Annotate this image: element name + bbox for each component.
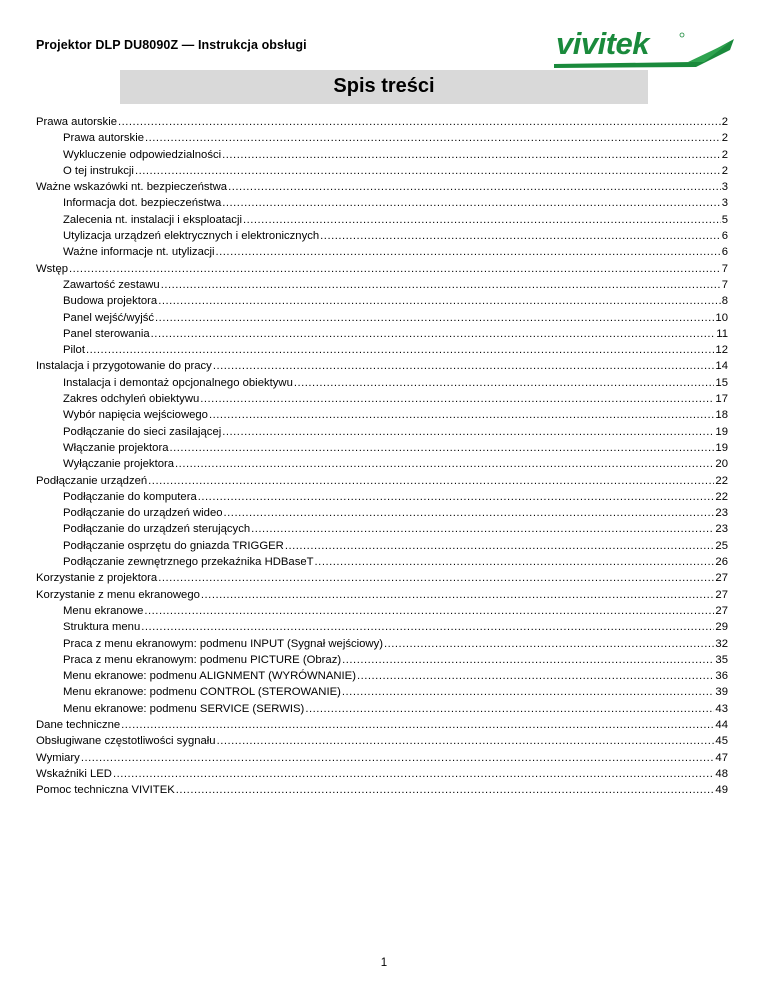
toc-entry-page: 23 xyxy=(715,523,728,536)
toc-dot-leader xyxy=(315,554,715,570)
toc-section-link[interactable] xyxy=(36,326,728,342)
toc-entry-title: O tej instrukcji xyxy=(63,164,134,177)
toc-entry-title: Obsługiwane częstotliwości sygnału xyxy=(36,735,216,748)
toc-entry-title: Wybór napięcia wejściowego xyxy=(63,409,208,422)
toc-entry-page: 11 xyxy=(716,327,728,340)
toc-dot-leader xyxy=(216,244,721,260)
toc-entry-page: 6 xyxy=(721,246,728,259)
toc-entry-title: Podłączanie zewnętrznego przekaźnika HDBaseT xyxy=(63,556,314,569)
toc-dot-leader xyxy=(228,179,721,195)
toc-dot-leader xyxy=(176,782,715,798)
toc-dot-leader xyxy=(113,766,714,782)
toc-entry-title: Dane techniczne xyxy=(36,718,121,731)
toc-entry-page: 22 xyxy=(715,474,728,487)
toc-entry-title: Wskaźniki LED xyxy=(36,767,112,780)
toc-entry-page: 23 xyxy=(715,507,728,520)
toc-entry-page: 49 xyxy=(715,784,728,797)
toc-entry-title: Utylizacja urządzeń elektrycznych i elektronicznych xyxy=(63,230,320,243)
toc-entry-title: Budowa projektora xyxy=(63,295,158,308)
toc-section-link[interactable] xyxy=(36,636,728,652)
toc-section-link[interactable] xyxy=(36,456,728,472)
toc-entry-title: Menu ekranowe: podmenu CONTROL (STEROWANIE) xyxy=(63,686,341,699)
toc-section-link[interactable] xyxy=(36,603,728,619)
toc-chapter-link[interactable] xyxy=(36,261,728,277)
toc-entry-page: 10 xyxy=(715,311,728,324)
toc-entry-title: Wymiary xyxy=(36,751,80,764)
toc-section-link[interactable] xyxy=(36,212,728,228)
toc-entry-title: Korzystanie z projektora xyxy=(36,572,158,585)
page-title: Spis treści xyxy=(333,75,435,97)
toc-entry-title: Menu ekranowe: podmenu ALIGNMENT (WYRÓWNANIE) xyxy=(63,670,356,683)
toc-entry-title: Podłączanie do komputera xyxy=(63,490,197,503)
toc-entry-title: Korzystanie z menu ekranowego xyxy=(36,588,200,601)
toc-entry-title: Menu ekranowe: podmenu SERVICE (SERWIS) xyxy=(63,702,305,715)
toc-chapter-link[interactable] xyxy=(36,179,728,195)
toc-chapter-link[interactable] xyxy=(36,473,728,489)
toc-section-link[interactable] xyxy=(36,505,728,521)
toc-entry-title: Wykluczenie odpowiedzialności xyxy=(63,148,222,161)
toc-entry-title: Praca z menu ekranowym: podmenu PICTURE (Obraz) xyxy=(63,653,342,666)
toc-entry-title: Zalecenia nt. instalacji i eksploatacji xyxy=(63,213,242,226)
toc-entry-page: 29 xyxy=(715,621,728,634)
toc-entry-page: 27 xyxy=(715,572,728,585)
toc-entry-title: Podłączanie urządzeń xyxy=(36,474,148,487)
toc-dot-leader xyxy=(141,619,714,635)
toc-dot-leader xyxy=(305,701,714,717)
toc-dot-leader xyxy=(158,570,714,586)
toc-entry-title: Instalacja i przygotowanie do pracy xyxy=(36,360,212,373)
toc-entry-page: 27 xyxy=(715,588,728,601)
toc-chapter-link[interactable] xyxy=(36,717,728,733)
toc-entry-title: Ważne informacje nt. utylizacji xyxy=(63,246,215,259)
toc-section-link[interactable] xyxy=(36,310,728,326)
toc-entry-title: Prawa autorskie xyxy=(63,132,144,145)
toc-entry-page: 6 xyxy=(721,230,728,243)
toc-section-link[interactable] xyxy=(36,521,728,537)
toc-dot-leader xyxy=(294,375,715,391)
toc-entry-page: 18 xyxy=(715,409,728,422)
toc-section-link[interactable] xyxy=(36,147,728,163)
toc-entry-page: 3 xyxy=(721,181,728,194)
toc-section-link[interactable] xyxy=(36,342,728,358)
toc-chapter-link[interactable] xyxy=(36,750,728,766)
toc-section-link[interactable] xyxy=(36,407,728,423)
toc-section-link[interactable] xyxy=(36,652,728,668)
toc-entry-page: 22 xyxy=(715,490,728,503)
toc-dot-leader xyxy=(285,538,715,554)
toc-dot-leader xyxy=(213,358,715,374)
toc-chapter-link[interactable] xyxy=(36,587,728,603)
toc-dot-leader xyxy=(169,440,714,456)
toc-entry-page: 43 xyxy=(715,702,728,715)
toc-dot-leader xyxy=(201,587,715,603)
toc-section-link[interactable] xyxy=(36,554,728,570)
toc-dot-leader xyxy=(320,228,721,244)
toc-section-link[interactable] xyxy=(36,293,728,309)
toc-dot-leader xyxy=(144,603,714,619)
toc-dot-leader xyxy=(198,489,715,505)
toc-entry-title: Panel wejść/wyjść xyxy=(63,311,155,324)
toc-section-link[interactable] xyxy=(36,244,728,260)
toc-entry-page: 45 xyxy=(715,735,728,748)
toc-dot-leader xyxy=(251,521,714,537)
toc-dot-leader xyxy=(224,505,715,521)
toc-dot-leader xyxy=(69,261,721,277)
toc-chapter-link[interactable] xyxy=(36,766,728,782)
toc-section-link[interactable] xyxy=(36,424,728,440)
toc-entry-page: 20 xyxy=(715,458,728,471)
toc-dot-leader xyxy=(86,342,714,358)
toc-entry-page: 8 xyxy=(721,295,728,308)
toc-section-link[interactable] xyxy=(36,277,728,293)
toc-entry-page: 2 xyxy=(721,116,728,128)
toc-entry-title: Podłączanie do urządzeń wideo xyxy=(63,507,223,520)
toc-section-link[interactable] xyxy=(36,489,728,505)
toc-chapter-link[interactable] xyxy=(36,570,728,586)
toc-entry-page: 35 xyxy=(715,653,728,666)
toc-dot-leader xyxy=(222,147,721,163)
toc-entry-page: 15 xyxy=(715,376,728,389)
toc-section-link[interactable] xyxy=(36,684,728,700)
toc-entry-page: 2 xyxy=(721,132,728,145)
toc-entry-title: Wyłączanie projektora xyxy=(63,458,175,471)
toc-entry-title: Pomoc techniczna VIVITEK xyxy=(36,784,175,797)
toc-section-link[interactable] xyxy=(36,619,728,635)
toc-dot-leader xyxy=(121,717,714,733)
toc-entry-page: 44 xyxy=(715,718,728,731)
toc-entry-page: 27 xyxy=(715,604,728,617)
toc-dot-leader xyxy=(161,277,721,293)
toc-entry-page: 19 xyxy=(715,441,728,454)
document-header-title: Projektor DLP DU8090Z — Instrukcja obsługi xyxy=(36,38,307,52)
toc-dot-leader xyxy=(145,130,721,146)
toc-section-link[interactable] xyxy=(36,391,728,407)
toc-dot-leader xyxy=(155,310,714,326)
toc-entry-page: 25 xyxy=(715,539,728,552)
toc-dot-leader xyxy=(222,195,720,211)
page-number: 1 xyxy=(380,957,388,969)
toc-entry-page: 12 xyxy=(715,344,728,357)
toc-entry-page: 14 xyxy=(715,360,728,373)
toc-dot-leader xyxy=(217,733,715,749)
toc-entry-page: 7 xyxy=(721,278,728,291)
toc-chapter-link[interactable] xyxy=(36,782,728,798)
vivitek-logo-wordmark: vivitek xyxy=(556,26,650,61)
toc-entry-title: Zakres odchyleń obiektywu xyxy=(63,393,200,406)
toc-entry-page: 7 xyxy=(721,262,728,275)
toc-entry-title: Ważne wskazówki nt. bezpieczeństwa xyxy=(36,181,228,194)
toc-entry-page: 32 xyxy=(715,637,728,650)
toc-dot-leader xyxy=(148,473,714,489)
toc-dot-leader xyxy=(357,668,714,684)
toc-entry-title: Praca z menu ekranowym: podmenu INPUT (Sygnał wejściowy) xyxy=(63,637,383,650)
toc-section-link[interactable] xyxy=(36,228,728,244)
toc-entry-page: 36 xyxy=(715,670,728,683)
toc-entry-title: Informacja dot. bezpieczeństwa xyxy=(63,197,222,210)
toc-dot-leader xyxy=(200,391,714,407)
toc-dot-leader xyxy=(151,326,716,342)
vivitek-logo-graphic xyxy=(554,24,734,70)
toc-entry-page: 39 xyxy=(715,686,728,699)
toc-section-link[interactable] xyxy=(36,440,728,456)
toc-dot-leader xyxy=(175,456,714,472)
toc-entry-title: Struktura menu xyxy=(63,621,141,634)
toc-entry-title: Zawartość zestawu xyxy=(63,278,160,291)
toc-dot-leader xyxy=(222,424,714,440)
toc-dot-leader xyxy=(243,212,721,228)
toc-entry-title: Prawa autorskie xyxy=(36,116,117,128)
toc-entry-title: Podłączanie do urządzeń sterujących xyxy=(63,523,251,536)
toc-entry-page: 3 xyxy=(721,197,728,210)
toc-entry-title: Podłączanie do sieci zasilającej xyxy=(63,425,222,438)
toc-entry-page: 5 xyxy=(721,213,728,226)
toc-dot-leader xyxy=(209,407,714,423)
toc-entry-title: Instalacja i demontaż opcjonalnego obiektywu xyxy=(63,376,293,389)
toc-dot-leader xyxy=(342,652,714,668)
toc-entry-title: Menu ekranowe xyxy=(63,604,144,617)
toc-entry-title: Włączanie projektora xyxy=(63,441,169,454)
toc-section-link[interactable] xyxy=(36,668,728,684)
toc-entry-page: 2 xyxy=(721,148,728,161)
toc-entry-page: 48 xyxy=(715,767,728,780)
toc-section-link[interactable] xyxy=(36,195,728,211)
toc-entry-page: 17 xyxy=(715,393,728,406)
toc-entry-title: Panel sterowania xyxy=(63,327,150,340)
toc-heading-band xyxy=(120,70,648,104)
toc-entry-title: Podłączanie osprzętu do gniazda TRIGGER xyxy=(63,539,284,552)
toc-entry-page: 26 xyxy=(715,556,728,569)
toc-section-link[interactable] xyxy=(36,538,728,554)
toc-entry-page: 2 xyxy=(721,164,728,177)
toc-dot-leader xyxy=(384,636,714,652)
toc-chapter-link[interactable] xyxy=(36,733,728,749)
toc-chapter-link[interactable] xyxy=(36,358,728,374)
toc-chapter-link[interactable] xyxy=(36,114,728,130)
toc-dot-leader xyxy=(81,750,715,766)
toc-dot-leader xyxy=(158,293,721,309)
toc-entry-page: 19 xyxy=(715,425,728,438)
toc-dot-leader xyxy=(342,684,715,700)
toc-section-link[interactable] xyxy=(36,163,728,179)
toc-entry-page: 47 xyxy=(715,751,728,764)
toc-entry-title: Wstęp xyxy=(36,262,69,275)
toc-entry-title: Pilot xyxy=(63,344,85,357)
toc-section-link[interactable] xyxy=(36,375,728,391)
toc-dot-leader xyxy=(118,114,721,130)
toc-section-link[interactable] xyxy=(36,130,728,146)
toc-dot-leader xyxy=(135,163,721,179)
toc-section-link[interactable] xyxy=(36,701,728,717)
table-of-contents xyxy=(36,114,728,798)
vivitek-logo xyxy=(554,24,734,70)
